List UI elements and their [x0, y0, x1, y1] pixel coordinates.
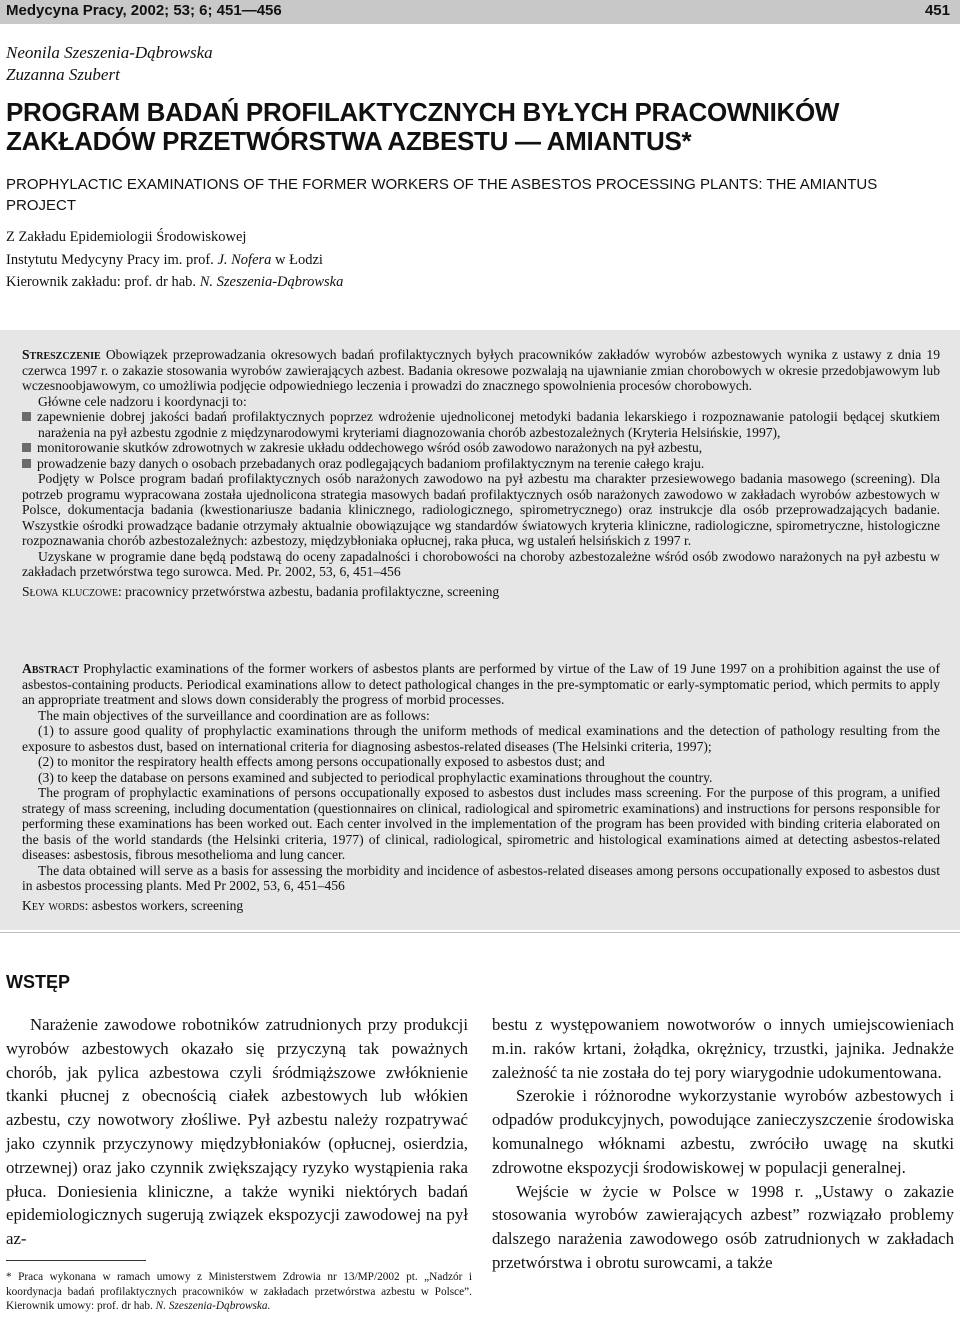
affiliation-line: Z Zakładu Epidemiologii Środowiskowej — [6, 229, 247, 245]
body-paragraph: bestu z występowaniem nowotworów o innych umiejscowieniach m.in. raków krtani, żołądka, okrężnicy, trzustki, jajnika. Jednakże zależność ta nie została do tej pory wiarygodnie udokumentowana. — [492, 1015, 954, 1082]
abstract-box — [0, 330, 960, 930]
person-name: J. Nofera — [217, 251, 272, 268]
body-column-left — [6, 1013, 468, 1251]
abstract-label: Abstract — [22, 661, 80, 676]
body-column-right — [492, 1013, 954, 1275]
goals-lead: Główne cele nadzoru i koordynacji to: — [38, 393, 247, 409]
objective-item: (2) to monitor the respiratory health effects among persons occupationally exposed to asbestos dust; and — [38, 754, 605, 769]
author-name: Neonila Szeszenia-Dąbrowska — [6, 43, 213, 62]
objectives-lead: The main objectives of the surveillance and coordination are as follows: — [38, 707, 430, 723]
author-name: Zuzanna Szubert — [6, 65, 120, 84]
affiliation-line: Kierownik zakładu: prof. dr hab. N. Szeszenia-Dąbrowska — [6, 274, 344, 290]
abstract-section — [22, 661, 940, 913]
body-paragraph: Narażenie zawodowe robotników zatrudnionych przy produkcji wyrobów azbestowych okazało się przyczyną tak poważnych chorób, jak pylica azbestowa czyli śródmiąższowe zwłóknienie tkanki płucnej z obecnością ciałek azbestowych lub włókien azbestu, czy nowotwory złośliwe. Pył azbestu należy rozpatrywać jako czynnik przyczynowy międzybłoniaków (opłucnej, osierdzia, otrzewnej) oraz jako czynnik zwiększający ryzyko wystąpienia raka płuca. Doniesienia kliniczne, a także wyniki niektórych badań epidemiologicznych sugerują związek ekspozycji zawodowej na pył az- — [6, 1015, 468, 1249]
body-paragraph: Wejście w życie w Polsce w 1998 r. „Ustawy o zakazie stosowania wyrobów zawierających azbest” rozwiązało problemy dalszego narażenia zawodowego osób zatrudnionych w zakładach przetwórstwa i obrotu surowcami, a także — [492, 1181, 954, 1272]
abstract-intro: Abstract Prophylactic examinations of the former workers of asbestos plants are performed by virtue of the Law of 19 June 1997 on a prohibition against the use of asbestos-containing products. Periodical examinations allow to detect pathological changes in the pre-symptomatic or early-symptomatic period, which permits to apply an appropriate treatment and slows down considerably the progress of morbid processes. — [22, 661, 940, 707]
section-heading: WSTĘP — [6, 972, 71, 992]
footnote-divider — [6, 1260, 146, 1261]
objective-item: (1) to assure good quality of prophylactic examinations through the uniform methods of medical examinations and the detection of pathology resulting from the exposure to asbestos dust, based on international criteria for diagnosing asbestos-related diseases (The Helsinki criteria, 1997); — [22, 723, 940, 754]
bullet-item: monitorowanie skutków zdrowotnych w zakresie układu oddechowego wśród osób zawodowo narażonych na pył azbestu, — [22, 440, 940, 456]
article-title-english: PROPHYLACTIC EXAMINATIONS OF THE FORMER WORKERS OF THE ASBESTOS PROCESSING PLANTS: THE AMIANTUS PROJECT — [6, 176, 878, 214]
footnote: * Praca wykonana w ramach umowy z Ministerstwem Zdrowia nr 13/MP/2002 pt. „Nadzór i koordynacja badań profilaktycznych pracowników w zakładach przetwórstwa azbestu w Polsce”. Kierownik umowy: prof. dr hab. N. Szeszenia-Dąbrowska. — [6, 1271, 472, 1312]
divider — [0, 932, 960, 933]
keywords-en: Key words: asbestos workers, screening — [22, 897, 244, 913]
bullet-item: zapewnienie dobrej jakości badań profilaktycznych poprzez wdrożenie ujednoliconej metodyki badania lekarskiego i rozpoznawanie patologii będącej skutkiem narażenia na pył azbestu zgodnie z międzynarodowymi kryteriami diagnozowania chorób azbestozależnych (Kryteria Helsińskie, 1997), — [22, 409, 940, 440]
body-paragraph: Szerokie i różnorodne wykorzystanie wyrobów azbestowych i odpadów produkcyjnych, powodujące zanieczyszczenie środowiska komunalnego włóknami azbestu, zwróciło uwagę na skutki zdrowotne ekspozycji środowiskowej w populacji generalnej. — [492, 1086, 954, 1177]
journal-reference: Medycyna Pracy, 2002; 53; 6; 451—456 — [6, 2, 282, 19]
square-bullet-icon — [22, 443, 31, 452]
abstract-paragraph: The program of prophylactic examinations of persons occupationally exposed to asbestos dust includes mass screening. For the purpose of this program, a unified strategy of mass screening, including documentation (questionnaires on clinical, radiological and spirometric examinations) and instructions for persons responsible for performing these examinations has been worked out. Each center involved in the implementation of the program has been provided with binding criteria elaborated on the basis of the world standards (the Helsinki criteria, 1977) of clinical, radiological, spirometric and histological examinations aimed at detecting asbestos-related diseases: asbestosis, fibrous mesothelioma and lung cancer. — [22, 785, 940, 862]
affiliation — [6, 226, 343, 294]
streszczenie-paragraph: Podjęty w Polsce program badań profilaktycznych osób narażonych zawodowo na pył azbestu ma charakter przesiewowego badania masowego (screening). Dla potrzeb programu wypracowana została ujednolicona strategia masowych badań profilaktycznych osób narażonych zawodowo w zakładach wyrobów azbestowych w Polsce, dokumentacja badania (kwestionariusze badania klinicznego, radiologicznego, spirometrycznego) oraz instrukcje dla osób przeprowadzających badanie. Wszystkie ośrodki prowadzące badanie otrzymały aktualnie obowiązujące wg standardów światowych kryteria kliniczne, radiologiczne, spirometryczne, histologiczne rozpoznawania chorób azbestozależnych: azbestozy, międzybłoniaka opłucnej, raka płuca, wg ustaleń helsińskich z 1997 r. — [22, 471, 940, 548]
keywords-pl: Słowa kluczowe: pracownicy przetwórstwa azbestu, badania profilaktyczne, screening — [22, 583, 500, 599]
streszczenie-intro: Streszczenie Obowiązek przeprowadzania okresowych badań profilaktycznych byłych pracowników zakładów wyrobów azbestowych wynika z ustawy z dnia 19 czerwca 1997 r. o zakazie stosowania wyrobów zawierających azbest. Badania okresowe pozwalają na ujawnianie zmian chorobowych w okresie przedobjawowym lub wczesnoobjawowym, co umożliwia podjęcie odpowiedniego leczenia i prowadzi do znacznego spowolnienia procesów chorobowych. — [22, 347, 941, 393]
objective-item: (3) to keep the database on persons examined and subjected to periodical prophylactic examinations throughout the country. — [38, 769, 713, 785]
page-number: 451 — [924, 2, 950, 19]
running-header — [0, 0, 960, 24]
affiliation-line: Instytutu Medycyny Pracy im. prof. J. Nofera w Łodzi — [6, 251, 323, 268]
square-bullet-icon — [22, 459, 31, 468]
person-name: N. Szeszenia-Dąbrowska. — [155, 1300, 271, 1312]
abstract-paragraph: The data obtained will serve as a basis for assessing the morbidity and incidence of asbestos-related diseases among persons occupationally exposed to asbestos dust in asbestos processing plants. Med Pr 2002, 53, 6, 451–456 — [22, 862, 940, 893]
streszczenie-section — [22, 347, 940, 599]
streszczenie-paragraph: Uzyskane w programie dane będą podstawą do oceny zapadalności i chorobowości na choroby azbestozależne wśród osób zwodowo narażonych na pył azbestu w zakładach przetwórstwa tego surowca. Med. Pr. 2002, 53, 6, 451–456 — [22, 548, 940, 579]
bullet-item: prowadzenie bazy danych o osobach przebadanych oraz podlegających badaniom profilaktycznym na terenie całego kraju. — [22, 456, 940, 472]
square-bullet-icon — [22, 412, 31, 421]
streszczenie-label: Streszczenie — [22, 347, 101, 362]
person-name: N. Szeszenia-Dąbrowska — [199, 274, 344, 290]
article-title: PROGRAM BADAŃ PROFILAKTYCZNYCH BYŁYCH PRACOWNIKÓW ZAKŁADÓW PRZETWÓRSTWA AZBESTU — AMIANTUS* — [6, 97, 840, 156]
author-list — [6, 42, 213, 86]
